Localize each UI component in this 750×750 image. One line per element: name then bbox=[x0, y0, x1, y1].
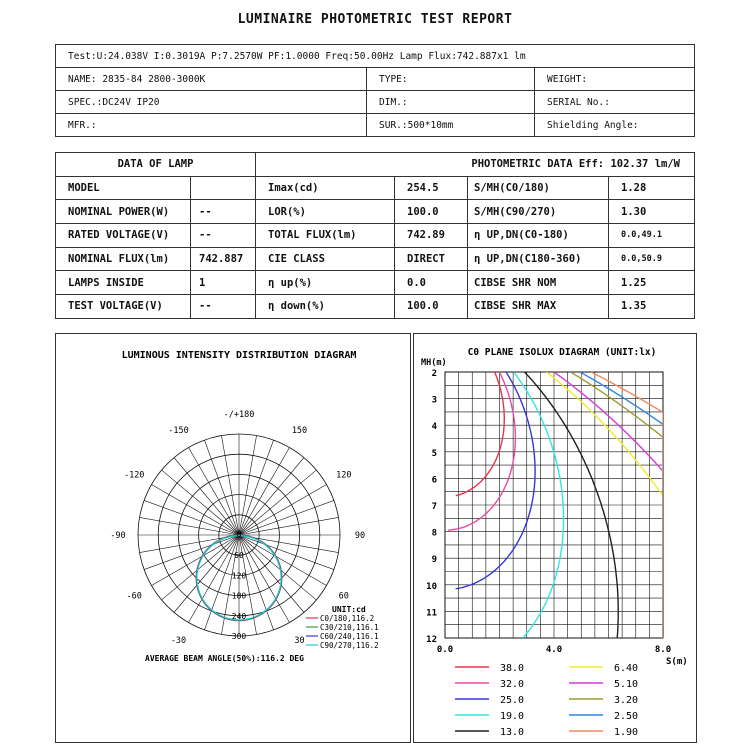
polar-angle-label: 150 bbox=[291, 426, 308, 437]
photo-value: 742.89 bbox=[395, 224, 468, 248]
polar-legend-label: C90/270,116.2 bbox=[320, 641, 379, 650]
isolux-curve bbox=[456, 372, 535, 589]
isolux-y-tick: 5 bbox=[431, 448, 437, 459]
info-table bbox=[55, 44, 695, 137]
isolux-x-label: S(m) bbox=[666, 657, 688, 667]
lamp-label: MODEL bbox=[56, 176, 191, 200]
polar-angle-label: -90 bbox=[110, 531, 126, 541]
photo-key: S/MH(C0/180) bbox=[468, 176, 609, 200]
isolux-x-tick: 8.0 bbox=[654, 645, 672, 655]
isolux-legend-label: 25.0 bbox=[500, 695, 525, 706]
photo-key: η down(%) bbox=[256, 295, 395, 319]
polar-legend-label: C60/240,116.1 bbox=[320, 632, 379, 641]
photo-value: 0.0 bbox=[395, 271, 468, 295]
photo-value: DIRECT bbox=[395, 247, 468, 271]
isolux-title: C0 PLANE ISOLUX DIAGRAM (UNIT:lx) bbox=[467, 347, 657, 358]
isolux-diagram bbox=[414, 334, 696, 742]
isolux-legend-label: 19.0 bbox=[500, 711, 525, 722]
beam-angle: AVERAGE BEAM ANGLE(50%):116.2 DEG bbox=[145, 654, 304, 663]
polar-radial-label: 180 bbox=[231, 591, 247, 601]
lamp-value: -- bbox=[191, 295, 256, 319]
lamp-value bbox=[191, 176, 256, 200]
photo-key: S/MH(C90/270) bbox=[468, 200, 609, 224]
photo-value: 0.0,49.1 bbox=[609, 224, 695, 248]
type-cell: TYPE: bbox=[367, 68, 535, 91]
photometric-header: PHOTOMETRIC DATA Eff: 102.37 lm/W bbox=[256, 153, 695, 177]
polar-panel bbox=[55, 333, 411, 743]
polar-title: LUMINOUS INTENSITY DISTRIBUTION DIAGRAM bbox=[121, 350, 357, 361]
photo-key: LOR(%) bbox=[256, 200, 395, 224]
lamp-value: -- bbox=[191, 200, 256, 224]
isolux-curve bbox=[456, 372, 505, 496]
isolux-legend-label: 3.20 bbox=[614, 695, 639, 706]
photo-value: 100.0 bbox=[395, 295, 468, 319]
lamp-data-header: DATA OF LAMP bbox=[56, 153, 256, 177]
isolux-legend-label: 2.50 bbox=[614, 711, 639, 722]
photo-key: CIE CLASS bbox=[256, 247, 395, 271]
lamp-label: RATED VOLTAGE(V) bbox=[56, 224, 191, 248]
polar-angle-label: 60 bbox=[338, 591, 349, 602]
photo-value: 1.30 bbox=[609, 200, 695, 224]
polar-radial-label: 120 bbox=[231, 571, 247, 581]
name-cell: NAME: 2835-84 2800-3000K bbox=[56, 68, 367, 91]
polar-legend bbox=[306, 614, 379, 650]
isolux-legend-label: 32.0 bbox=[500, 679, 525, 690]
lamp-value: -- bbox=[191, 224, 256, 248]
isolux-legend-label: 5.10 bbox=[614, 679, 639, 690]
photo-key: Imax(cd) bbox=[256, 176, 395, 200]
photo-value: 1.28 bbox=[609, 176, 695, 200]
isolux-y-tick: 8 bbox=[431, 528, 437, 539]
lamp-value: 742.887 bbox=[191, 247, 256, 271]
data-table bbox=[55, 152, 695, 319]
isolux-y-label: MH(m) bbox=[421, 358, 447, 368]
isolux-y-tick: 4 bbox=[431, 422, 437, 433]
lamp-label: NOMINAL POWER(W) bbox=[56, 200, 191, 224]
polar-angle-label: -60 bbox=[126, 591, 142, 602]
polar-radial-label: 60 bbox=[234, 551, 244, 561]
photo-value: 254.5 bbox=[395, 176, 468, 200]
photo-key: η UP,DN(C0-180) bbox=[468, 224, 609, 248]
polar-center-label: 0 bbox=[236, 530, 242, 539]
polar-angle-label: -/+180 bbox=[223, 410, 255, 420]
photo-key: CIBSE SHR NOM bbox=[468, 271, 609, 295]
polar-angle-label: -120 bbox=[123, 470, 145, 481]
photo-key: TOTAL FLUX(lm) bbox=[256, 224, 395, 248]
isolux-legend-label: 38.0 bbox=[500, 663, 525, 674]
isolux-legend-label: 1.90 bbox=[614, 727, 639, 738]
polar-angle-label: -30 bbox=[170, 635, 187, 646]
shielding-cell: Shielding Angle: bbox=[535, 114, 695, 137]
photo-value: 100.0 bbox=[395, 200, 468, 224]
isolux-y-tick: 12 bbox=[426, 635, 437, 645]
isolux-x-tick: 0.0 bbox=[436, 645, 454, 655]
weight-cell: WEIGHT: bbox=[535, 68, 695, 91]
lamp-value: 1 bbox=[191, 271, 256, 295]
polar-angle-label: 90 bbox=[354, 531, 366, 541]
test-line: Test:U:24.038V I:0.3019A P:7.2570W PF:1.0000 Freq:50.00Hz Lamp Flux:742.887x1 lm bbox=[56, 45, 695, 68]
polar-radial-label: 300 bbox=[231, 632, 247, 641]
isolux-panel bbox=[413, 333, 697, 743]
sur-cell: SUR.:500*10mm bbox=[367, 114, 535, 137]
mfr-cell: MFR.: bbox=[56, 114, 367, 137]
polar-legend-label: C30/210,116.1 bbox=[320, 623, 379, 632]
polar-legend-label: C0/180,116.2 bbox=[320, 614, 375, 623]
isolux-y-tick: 6 bbox=[431, 475, 437, 486]
isolux-legend bbox=[455, 663, 638, 738]
isolux-x-tick: 4.0 bbox=[545, 645, 563, 655]
lamp-label: TEST VOLTAGE(V) bbox=[56, 295, 191, 319]
dim-cell: DIM.: bbox=[367, 91, 535, 114]
polar-radial-label: 240 bbox=[231, 611, 247, 621]
polar-angle-label: 120 bbox=[336, 470, 352, 481]
spec-cell: SPEC.:DC24V IP20 bbox=[56, 91, 367, 114]
isolux-y-tick: 10 bbox=[426, 581, 437, 592]
isolux-curve bbox=[448, 372, 515, 530]
polar-unit: UNIT:cd bbox=[332, 605, 366, 614]
photo-value: 0.0,50.9 bbox=[609, 247, 695, 271]
photo-value: 1.25 bbox=[609, 271, 695, 295]
serial-cell: SERIAL No.: bbox=[535, 91, 695, 114]
isolux-y-tick: 9 bbox=[431, 555, 437, 566]
polar-diagram bbox=[56, 334, 410, 742]
photo-value: 1.35 bbox=[609, 295, 695, 319]
isolux-y-tick: 3 bbox=[431, 395, 437, 406]
photo-key: η UP,DN(C180-360) bbox=[468, 247, 609, 271]
isolux-y-tick: 7 bbox=[431, 502, 437, 512]
photo-key: η up(%) bbox=[256, 271, 395, 295]
polar-angle-label: 30 bbox=[294, 635, 305, 646]
isolux-y-tick: 2 bbox=[431, 369, 437, 379]
isolux-y-tick: 11 bbox=[426, 608, 437, 619]
polar-angle-label: -150 bbox=[168, 426, 189, 437]
report-title: LUMINAIRE PHOTOMETRIC TEST REPORT bbox=[237, 12, 513, 27]
lamp-label: LAMPS INSIDE bbox=[56, 271, 191, 295]
lamp-label: NOMINAL FLUX(lm) bbox=[56, 247, 191, 271]
photo-key: CIBSE SHR MAX bbox=[468, 295, 609, 319]
isolux-legend-label: 6.40 bbox=[614, 663, 639, 674]
isolux-legend-label: 13.0 bbox=[500, 727, 525, 738]
